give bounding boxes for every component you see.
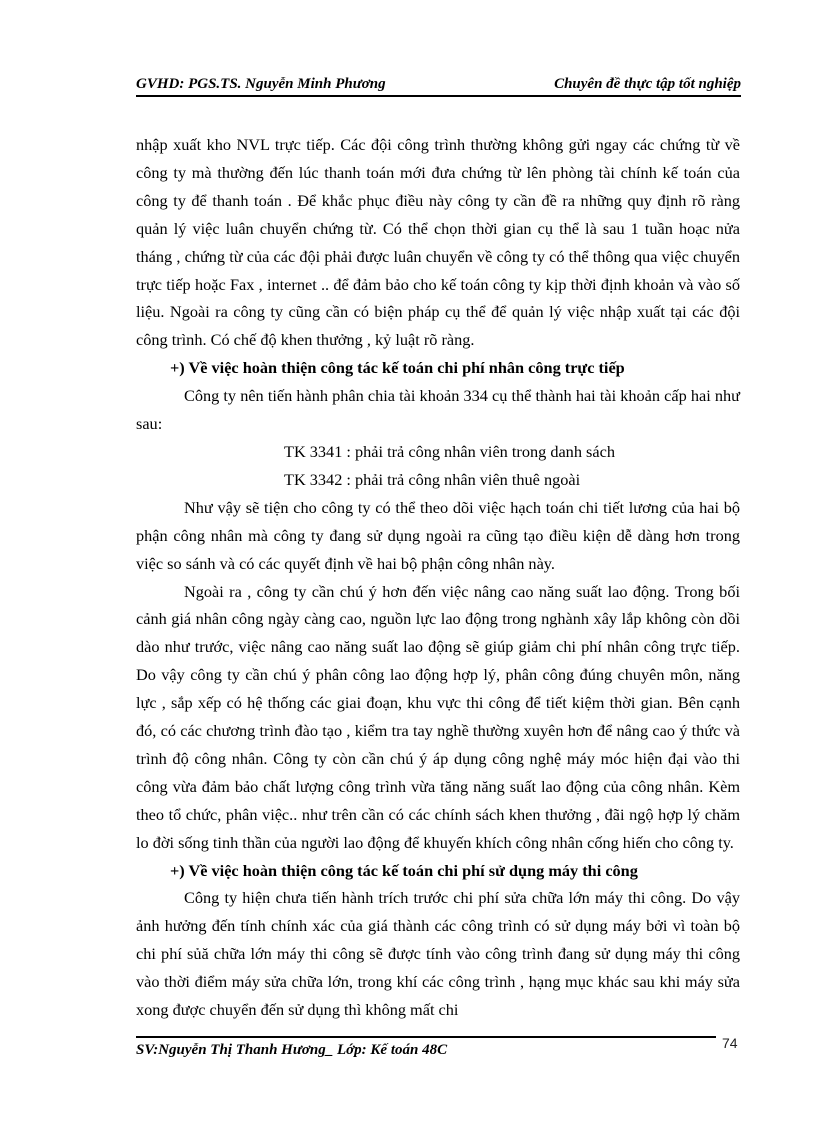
header-bar bbox=[136, 76, 741, 94]
header-report-title: Chuyên đề thực tập tốt nghiệp bbox=[554, 76, 741, 92]
footer-student-info: SV:Nguyễn Thị Thanh Hương_ Lớp: Kế toán 48C bbox=[136, 1042, 448, 1058]
paragraph-tracking-benefit: Như vậy sẽ tiện cho công ty có thể theo dõi việc hạch toán chi tiết lương của hai bộ phận công nhân mà công ty đang sử dụng ngoài ra cũng tạo điều kiện dễ dàng hơn trong việc so sánh và có các quyết định về hai bộ phận công nhân này. bbox=[136, 497, 740, 573]
account-item-3342: TK 3342 : phải trả công nhân viên thuê ngoài bbox=[284, 469, 581, 489]
footer-divider bbox=[136, 1036, 716, 1038]
header-divider bbox=[136, 95, 741, 97]
page-number: 74 bbox=[722, 1035, 738, 1051]
section-heading-labor-cost: +) Về việc hoàn thiện công tác kế toán chi phí nhân công trực tiếp bbox=[170, 358, 625, 378]
paragraph-machine-repair: Công ty hiện chưa tiến hành trích trước chi phí sửa chữa lớn máy thi công. Do vậy ảnh hưởng đến tính chính xác của giá thành các công trình có sử dụng máy bởi vì toàn bộ chi phí sủă chữa lớn máy thi công sẽ được tính vào công trình đang sử dụng máy thi công vào thời điểm máy sửa chữa lớn, trong khí các công trình , hạng mục khác sau khi máy sửa xong được chuyển đến sử dụng thì không mất chi bbox=[136, 888, 740, 1020]
section-heading-machine-cost: +) Về việc hoàn thiện công tác kế toán chi phí sử dụng máy thi công bbox=[170, 860, 638, 880]
account-item-3341: TK 3341 : phải trả công nhân viên trong danh sách bbox=[284, 441, 615, 461]
paragraph-account-split: Công ty nên tiến hành phân chia tài khoản 334 cụ thể thành hai tài khoản cấp hai như sau: bbox=[136, 386, 740, 434]
paragraph-productivity: Ngoài ra , công ty cần chú ý hơn đến việc nâng cao năng suất lao động. Trong bối cảnh giá nhân công ngày càng cao, nguồn lực lao động trong nghành xây lắp không còn dồi dào như trước, việc nâng cao năng suất lao động sẽ giúp giảm chi phí nhân công trực tiếp. Do vậy công ty cần chú ý phân công lao động hợp lý, phân công đúng chuyên môn, năng lực , sắp xếp có hệ thống các giai đoạn, khu vực thi công để tiết kiệm thời gian. Bên cạnh đó, có các chương trình đào tạo , kiểm tra tay nghề thường xuyên hơn để nâng cao ý thức và trình độ công nhân. Công ty còn cần chú ý áp dụng công nghệ máy móc hiện đại vào thi công vừa đảm bảo chất lượng công trình vừa tăng năng suất lao động của công nhân. Kèm theo tổ chức, phân việc.. như trên cần có các chính sách khen thưởng , đãi ngộ hợp lý chăm lo đời sống tinh thần của người lao động để khuyến khích công nhân cống hiến cho công ty. bbox=[136, 581, 740, 852]
document-body bbox=[136, 131, 740, 1024]
paragraph-continuation: nhập xuất kho NVL trực tiếp. Các đội công trình thường không gửi ngay các chứng từ về công ty mà thường đến lúc thanh toán mới đưa chứng từ lên phòng tài chính kế toán của công ty để thanh toán . Để khắc phục điều này công ty cần đề ra những quy định rõ ràng quản lý việc luân chuyển chứng từ. Có thể chọn thời gian cụ thể là sau 1 tuần hoạc nửa tháng , chứng từ của các đội phải được luân chuyển về công ty có thể thông qua việc chuyển trực tiếp hoặc Fax , internet .. để đảm bảo cho kế toán công ty kịp thời định khoản và vào số liệu. Ngoài ra công ty cũng cần có biện pháp cụ thể để quản lý việc nhập xuất tại các đội công trình. Có chế độ khen thưởng , kỷ luật rõ ràng. bbox=[136, 135, 740, 350]
header-advisor: GVHD: PGS.TS. Nguyễn Minh Phương bbox=[136, 76, 386, 92]
